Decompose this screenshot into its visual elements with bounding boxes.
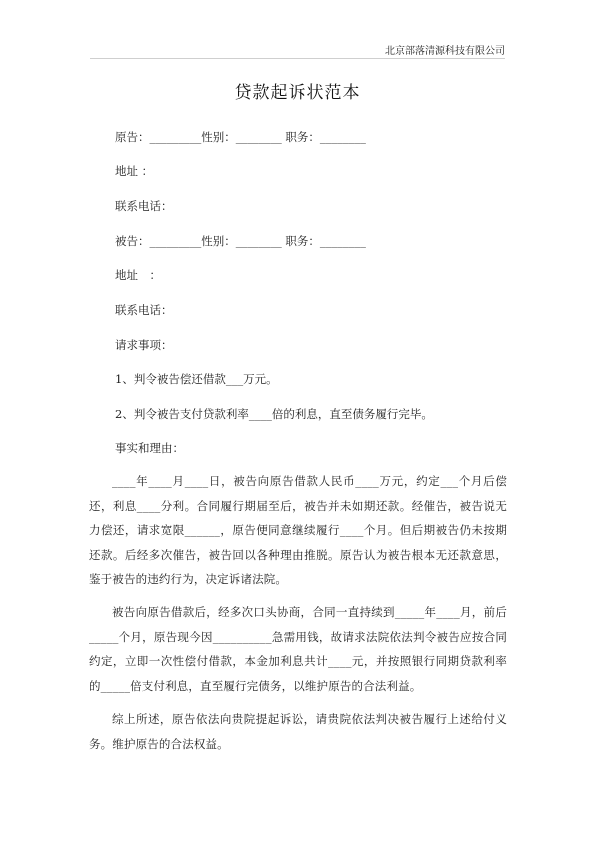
conclusion-paragraph: 综上所述，原告依法向贵院提起诉讼，请贵院依法判决被告履行上述给付义务。维护原告的合法权益。 bbox=[89, 712, 507, 751]
plaintiff-info-line: 原告：_________性别：________ 职务：________ bbox=[115, 130, 366, 144]
defendant-info-line: 被告：_________性别：________ 职务：________ bbox=[115, 234, 366, 248]
header-divider bbox=[90, 58, 505, 59]
claim-item-1: 1、判令被告偿还借款___万元。 bbox=[115, 372, 278, 386]
claim-item-2: 2、判令被告支付贷款利率____倍的利息，直至债务履行完毕。 bbox=[115, 407, 433, 421]
header-company-name: 北京部落清源科技有限公司 bbox=[385, 46, 505, 57]
defendant-phone-line: 联系电话： bbox=[115, 303, 173, 317]
facts-paragraph-2: 被告向原告借款后，经多次口头协商，合同一直持续到_____年____月，前后_____个月，原告现今因__________急需用钱，故请求法院依法判令被告应按合同约定，立即一次性偿付借款，本金加利息共计____元，并按照银行同期贷款利率的_____倍支付利息，直至履行完债务，以维护原告的合法利益。 bbox=[89, 605, 507, 693]
document-title: 贷款起诉状范本 bbox=[234, 83, 361, 103]
facts-paragraph-1: ____年____月____日，被告向原告借款人民币____万元，约定___个月后偿还，利息____分利。合同履行期届至后，被告并未如期还款。经催告，被告说无力偿还，请求宽限______，原告便同意继续履行____个月。但后期被告仍未按期还款。后经多次催告，被告回以各种理由推脱。原告认为被告根本无还款意思，鉴于被告的违约行为，决定诉诸法院。 bbox=[89, 474, 507, 586]
claims-heading: 请求事项： bbox=[115, 338, 173, 352]
facts-heading: 事实和理由： bbox=[115, 441, 184, 455]
defendant-address-line: 地址 ： bbox=[115, 268, 161, 282]
plaintiff-phone-line: 联系电话： bbox=[115, 199, 173, 213]
plaintiff-address-line: 地址 ： bbox=[115, 164, 154, 178]
